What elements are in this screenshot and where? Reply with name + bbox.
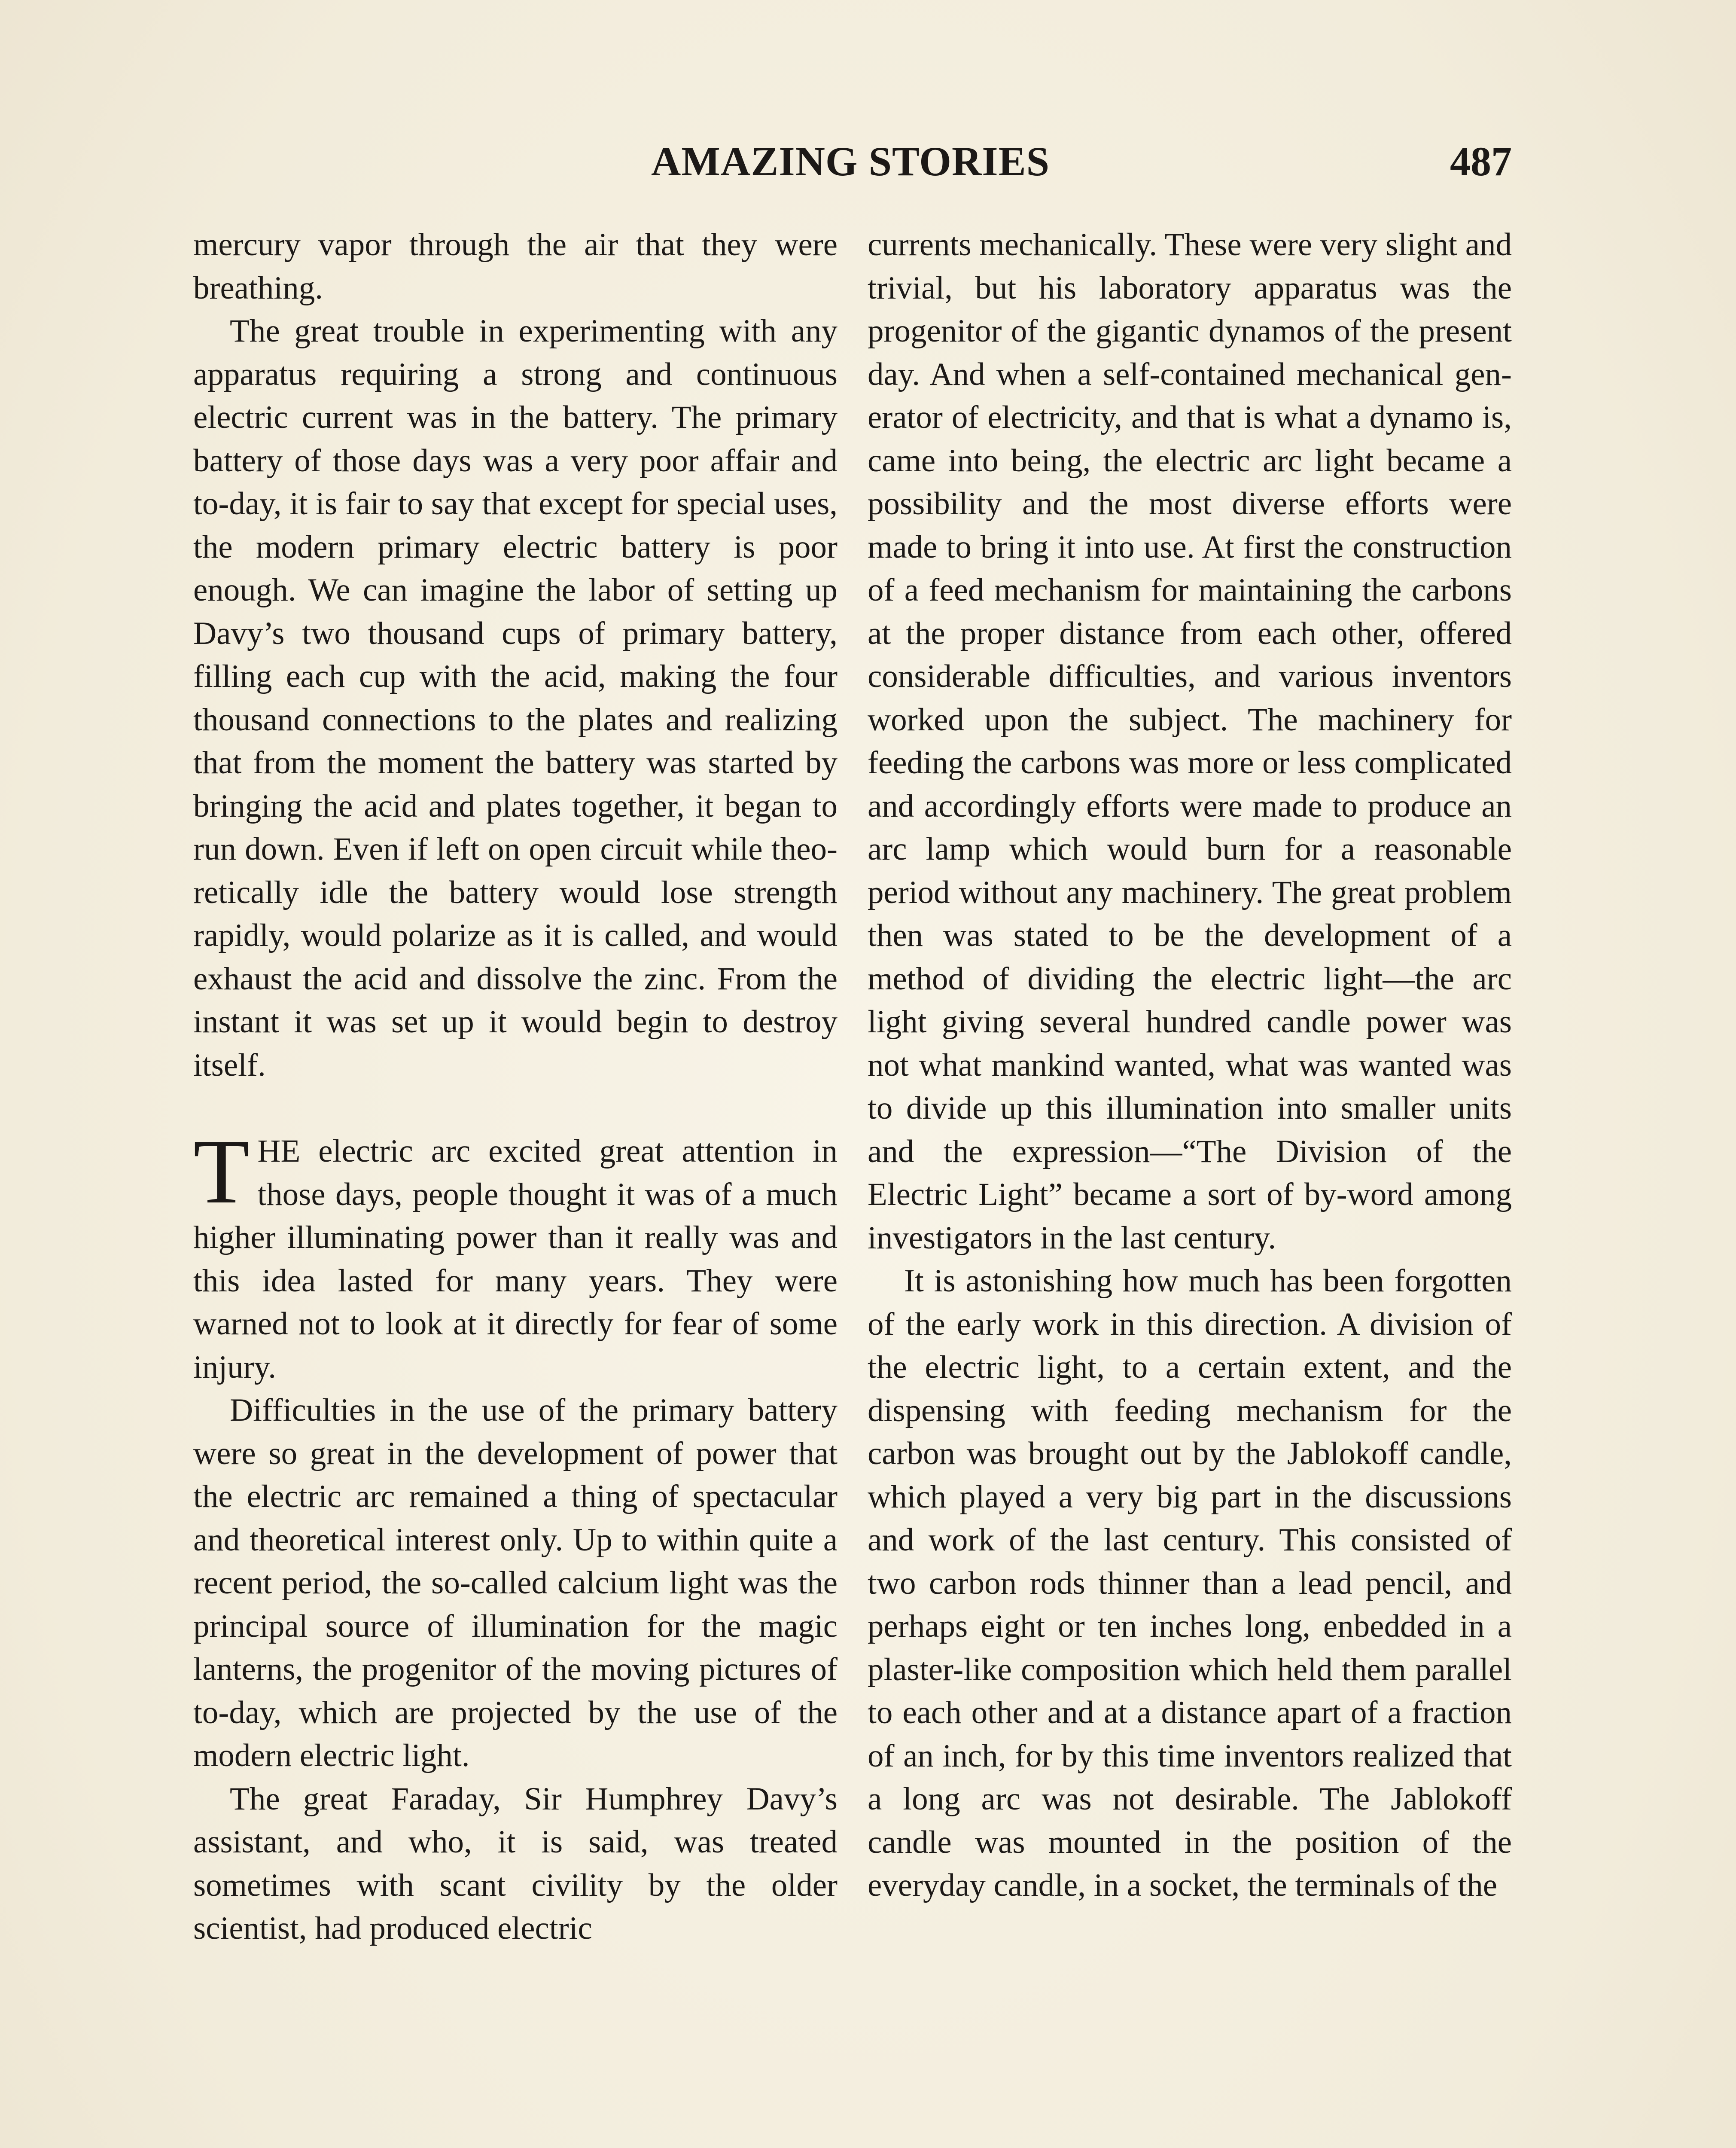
right-column: [868, 223, 1512, 1907]
paragraph: Difficulties in the use of the primary battery were so great in the development of power that the electric arc remained a thing of spectacular and theoretical interest only. Up to within quite a recent period, the so-called calcium light was the principal source of illumination for the magic lanterns, the progenitor of the moving pictures of to-day, which are projected by the use of the modern electric light.: [193, 1392, 838, 1773]
running-head: AMAZING STORIES: [651, 138, 1050, 184]
paragraph: currents mechanically. These were very slight and trivial, but his laboratory apparatus was the progenitor of the gigantic dynamos of the present day. And when a self-contained mechanical generator of electricity, and that is what a dynamo is, came into being, the electric arc light became a possibility and the most diverse efforts were made to bring it into use. At first the construction of a feed mechanism for maintaining the carbons at the proper distance from each other, offered considerable difficulties, and various inventors worked upon the subject. The machinery for feeding the carbons was more or less complicated and accordingly efforts were made to produce an arc lamp which would burn for a reasonable period without any machinery. The great problem then was stated to be the development of a method of dividing the electric light—the arc light giving several hundred candle power was not what mankind wanted, what was wanted was to divide up this illumination into smaller units and the expression—“The Division of the Electric Light” became a sort of by-word among investigators in the last century.: [868, 227, 1512, 1256]
drop-cap: T: [193, 1120, 250, 1223]
paragraph: It is astonishing how much has been forgotten of the early work in this direction. A division of the electric light, to a certain extent, and the dispensing with feeding mechanism for the carbon was brought out by the Jablokoff candle, which played a very big part in the discussions and work of the last century. This consisted of two carbon rods thinner than a lead pencil, and perhaps eight or ten inches long, enbedded in a plaster-like composition which held them parallel to each other and at a distance apart of a fraction of an inch, for by this time inventors realized that a long arc was not desirable. The Jablokoff candle was mounted in the position of the everyday candle, in a socket, the terminals of the: [868, 1263, 1512, 1903]
paragraph: mercury vapor through the air that they were breathing.: [193, 227, 838, 306]
page-number: 487: [1450, 138, 1512, 184]
paragraph-text: HE electric arc excited great attention in those days, people thought it was of a much higher illuminating power than it really was and this idea lasted for many years. They were warned not to look at it directly for fear of some injury.: [193, 1133, 838, 1385]
paragraph: The great trouble in experimenting with any apparatus requiring a strong and continuous electric current was in the battery. The primary battery of those days was a very poor affair and to-day, it is fair to say that except for special uses, the modern primary electric battery is poor enough. We can imagine the labor of setting up Davy’s two thousand cups of primary battery, filling each cup with the acid, making the four thousand connections to the plates and realizing that from the moment the battery was started by bringing the acid and plates together, it began to run down. Even if left on open circuit while theoretically idle the battery would lose strength rapidly, would polarize as it is called, and would exhaust the acid and dissolve the zinc. From the instant it was set up it would begin to destroy itself.: [193, 313, 838, 1083]
left-column: [193, 223, 838, 1950]
section-opening-paragraph: [193, 1120, 838, 1389]
paragraph: The great Faraday, Sir Humphrey Davy’s assistant, and who, it is said, was treated sometimes with scant civility by the older scientist, had produced electric: [193, 1781, 838, 1946]
page-header: [189, 137, 1512, 198]
